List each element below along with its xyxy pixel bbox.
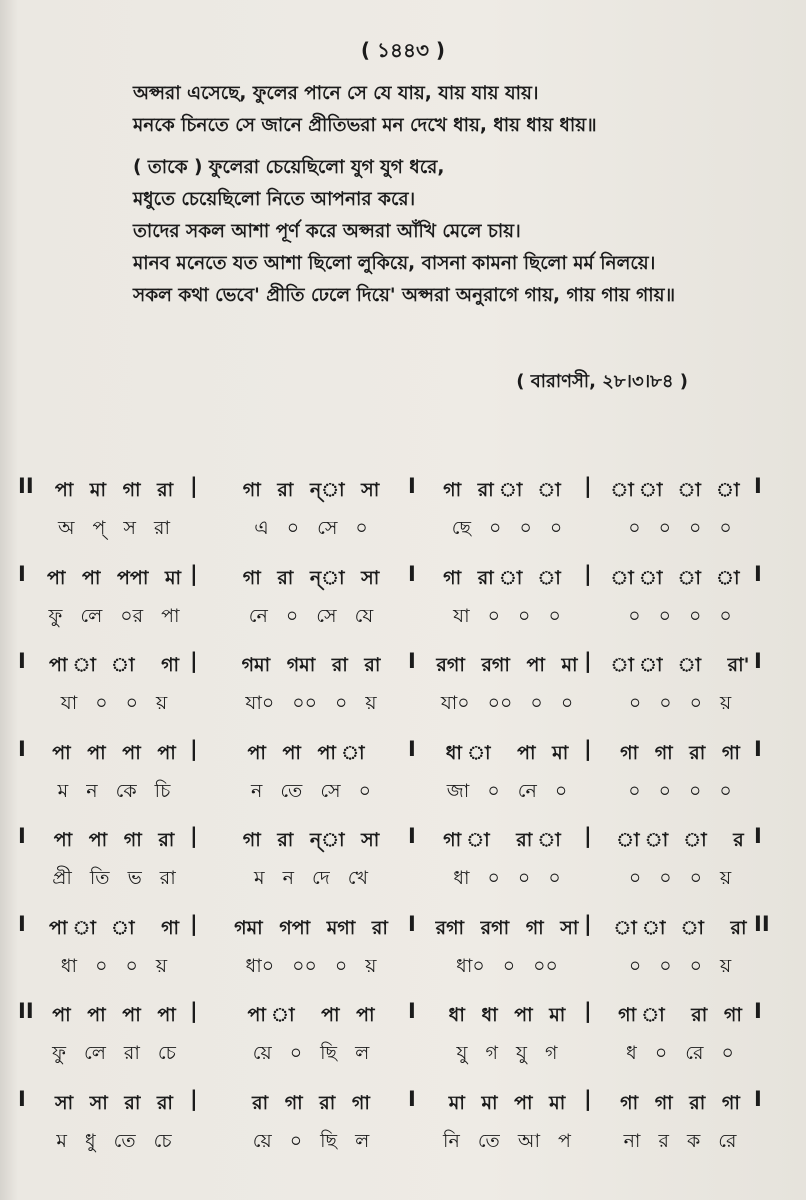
lyric-cell: ০ ০ ০ ০ — [628, 779, 732, 802]
bar-line: I — [408, 736, 416, 761]
bar-line: I — [754, 999, 762, 1023]
swara-cell: পা া পা পা — [247, 1004, 375, 1026]
poem-line: অপ্সরা এসেছে, ফুলের পানে সে যে যায়, যায় যায় যায়। — [133, 83, 539, 104]
lyric-cell: ফু লে ০র পা — [48, 604, 180, 627]
bar-line: | — [584, 999, 592, 1023]
poem-line: তাদের সকল আশা পূর্ণ করে অপ্সরা আঁখি মেলে চায়। — [133, 221, 521, 242]
swara-cell: গমা গপা মগা রা — [234, 916, 388, 939]
swara-cell: গমা গমা রা রা — [241, 654, 381, 676]
lyric-cell: ন তে সে ০ — [250, 779, 372, 802]
bar-line: | — [190, 911, 198, 936]
bar-line: | — [190, 561, 198, 586]
lyric-cell: য়ে ০ ছি ল — [252, 1042, 370, 1064]
swara-cell: পা া া গা — [48, 916, 180, 939]
bar-line: I — [408, 824, 416, 848]
bar-line: | — [190, 824, 198, 848]
lyric-cell: প্রী তি ভ রা — [52, 867, 176, 889]
bar-line: | — [584, 649, 592, 673]
bar-line: | — [190, 649, 198, 673]
swara-cell: ধা ধা পা মা — [448, 1004, 566, 1026]
bar-line: | — [584, 1086, 592, 1111]
bar-line: I — [18, 911, 26, 936]
swara-cell: ধা া পা মা — [445, 741, 569, 764]
poem-block — [133, 78, 773, 312]
lyric-cell: নি তে আ প — [443, 1129, 571, 1152]
bar-line: I — [18, 736, 26, 761]
swara-cell: পা া া গা — [48, 654, 180, 676]
swara-cell: গা া রা গা — [618, 1004, 742, 1026]
swara-cell: পা মা গা রা — [54, 479, 174, 501]
swara-cell: গা া রা া — [443, 829, 571, 851]
poem-line: মনকে চিনতে সে জানে প্রীতিভরা মন দেখে ধায়, ধায় ধায় ধায়॥ — [133, 115, 597, 136]
lyric-cell: ধা০ ০০ ০ য় — [245, 954, 377, 977]
bar-line: I — [18, 561, 26, 586]
bar-line: II — [754, 911, 770, 936]
bar-line: | — [584, 911, 592, 936]
notation-row — [0, 470, 806, 558]
lyric-cell: ০ ০ ০ ০ — [628, 604, 732, 627]
bar-line: I — [408, 561, 416, 586]
bar-line: | — [190, 999, 198, 1023]
swara-cell: পা পা পপা মা — [46, 566, 182, 589]
swara-cell: গা রা ন্া সা — [242, 566, 380, 589]
lyric-cell: যা০ ০০ ০ য় — [245, 692, 377, 714]
swara-cell: া া া র — [616, 829, 744, 851]
bar-line: | — [190, 474, 198, 498]
bar-line: I — [754, 824, 762, 848]
swara-cell: গা রা ন্া সা — [242, 829, 380, 851]
swara-cell: রগা রগা গা সা — [435, 916, 579, 939]
lyric-cell: য়ে ০ ছি ল — [252, 1129, 370, 1152]
notation-row — [0, 995, 806, 1083]
lyric-cell: ধ ০ রে ০ — [626, 1042, 734, 1064]
notation-row — [0, 908, 806, 996]
lyric-cell: জা ০ নে ০ — [446, 779, 568, 802]
lyric-cell: যু গ যু গ — [456, 1042, 558, 1064]
bar-line: I — [754, 474, 762, 498]
swara-cell: গা রা ন্া সা — [242, 479, 380, 501]
swara-cell: রগা রগা পা মা — [436, 654, 578, 676]
lyric-cell: যা ০ ০ য় — [60, 692, 168, 714]
swara-cell: গা গা রা গা — [620, 741, 740, 764]
notation-row — [0, 733, 806, 821]
swara-cell: গা গা রা গা — [620, 1091, 740, 1114]
poem-line: ( তাকে ) ফুলেরা চেয়েছিলো যুগ যুগ ধরে, — [133, 157, 445, 178]
bar-line: I — [754, 736, 762, 761]
bar-line: I — [408, 649, 416, 673]
swara-cell: মা মা পা মা — [448, 1091, 566, 1114]
swara-cell: পা পা পা পা — [52, 741, 176, 764]
swara-cell: পা পা পা া — [247, 741, 375, 764]
swara-cell: া া া রা' — [610, 654, 750, 676]
lyric-cell: নে ০ সে যে — [248, 604, 374, 627]
bar-line: | — [584, 736, 592, 761]
swara-cell: রা গা রা গা — [252, 1091, 370, 1114]
lyric-cell: যা ০ ০ ০ — [453, 604, 561, 627]
swara-cell: পা পা পা পা — [52, 1004, 176, 1026]
bar-line: | — [584, 474, 592, 498]
notation-row — [0, 820, 806, 908]
lyric-cell: ফু লে রা চে — [52, 1042, 176, 1064]
bar-line: I — [408, 911, 416, 936]
bar-line: I — [408, 1086, 416, 1111]
place-date-signature: ( বারাণসী, ২৮।৩।৮৪ ) — [516, 371, 688, 392]
notation-row — [0, 1083, 806, 1171]
bar-line: | — [190, 1086, 198, 1111]
bar-line: I — [754, 561, 762, 586]
swara-cell: া া া া — [610, 566, 750, 589]
bar-line: I — [754, 1086, 762, 1111]
poem-line: সকল কথা ভেবে' প্রীতি ঢেলে দিয়ে' অপ্সরা অনুরাগে গায়, গায় গায় গায়॥ — [133, 285, 676, 306]
lyric-cell: ম ন কে চি — [57, 779, 171, 802]
lyric-cell: ০ ০ ০ য় — [628, 867, 732, 889]
notation-row — [0, 558, 806, 646]
swara-cell: সা সা রা রা — [55, 1091, 173, 1114]
lyric-cell: ধা০ ০ ০০ — [456, 954, 558, 977]
lyric-cell: অ প্ স রা — [58, 517, 170, 539]
bar-line: I — [18, 1086, 26, 1111]
lyric-cell: ছে ০ ০ ০ — [451, 517, 563, 539]
lyric-cell: ০ ০ ০ য় — [628, 692, 732, 714]
lyric-cell: ম ধু তে চে — [56, 1129, 172, 1152]
bar-line: I — [18, 824, 26, 848]
swara-cell: া া া রা — [613, 916, 747, 939]
bar-line: I — [18, 649, 26, 673]
bar-line: | — [190, 736, 198, 761]
lyric-cell: ০ ০ ০ ০ — [628, 517, 732, 539]
lyric-cell: যা০ ০০ ০ ০ — [440, 692, 574, 714]
lyric-cell: ম ন দে খে — [254, 867, 368, 889]
swara-cell: পা পা গা রা — [53, 829, 175, 851]
notation-row — [0, 645, 806, 733]
bar-line: | — [584, 561, 592, 586]
page-number: ( ১৪৪৩ ) — [360, 38, 446, 62]
bar-line: | — [584, 824, 592, 848]
swara-cell: গা রা া া — [443, 566, 571, 589]
poem-line: মানব মনেতে যত আশা ছিলো লুকিয়ে, বাসনা কামনা ছিলো মর্ম নিলয়ে। — [133, 253, 656, 274]
bar-line: II — [18, 474, 34, 498]
swara-cell: া া া া — [610, 479, 750, 501]
lyric-cell: ০ ০ ০ য় — [628, 954, 732, 977]
swara-cell: গা রা া া — [443, 479, 571, 501]
poem-line: মধুতে চেয়েছিলো নিতে আপনার করে। — [133, 189, 416, 210]
lyric-cell: এ ০ সে ০ — [254, 517, 368, 539]
bar-line: I — [754, 649, 762, 673]
bar-line: I — [408, 474, 416, 498]
lyric-cell: ধা ০ ০ ০ — [453, 867, 561, 889]
lyric-cell: না র ক রে — [623, 1129, 737, 1152]
bar-line: II — [18, 999, 34, 1023]
lyric-cell: ধা ০ ০ য় — [60, 954, 168, 977]
bar-line: I — [408, 999, 416, 1023]
